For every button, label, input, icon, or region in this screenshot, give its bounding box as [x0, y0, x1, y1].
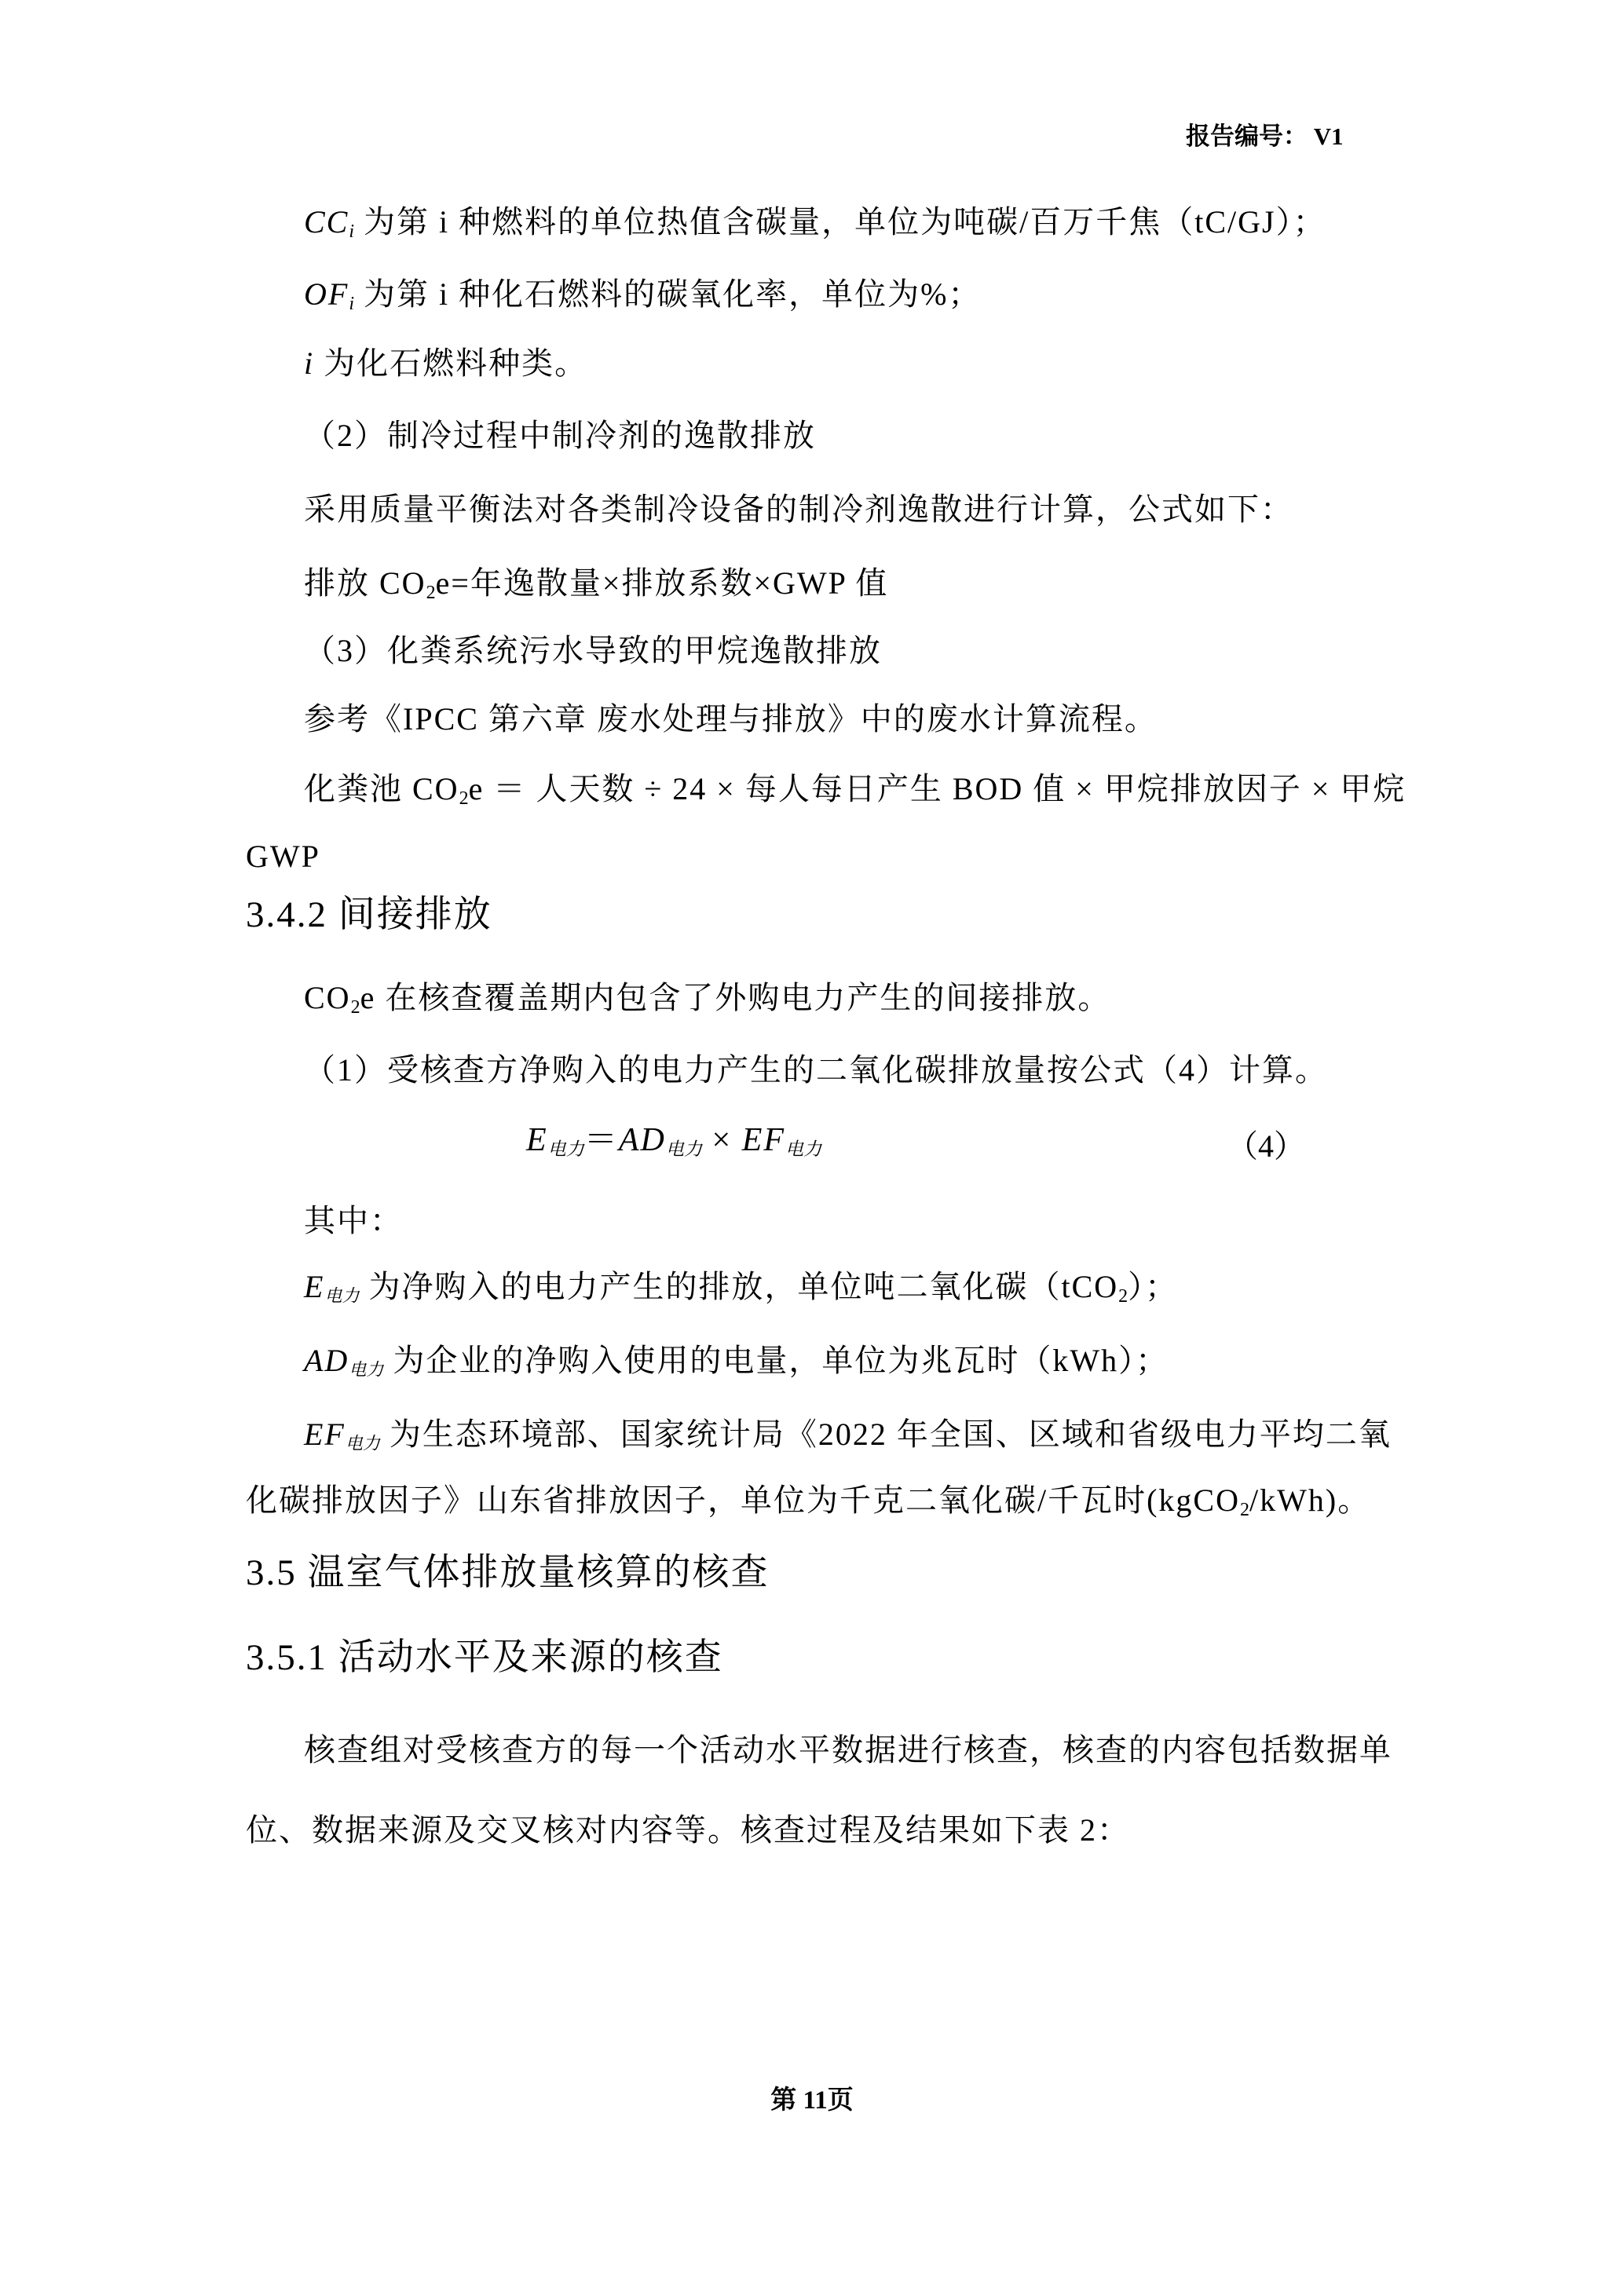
body-line-i [304, 345, 587, 382]
equals-sign: ＝ [583, 1122, 619, 1158]
variable-e: E [526, 1122, 548, 1158]
variable-ef: EF [741, 1122, 786, 1158]
subscript-dianli: 电力 [324, 1285, 360, 1306]
variable-cc: CC [304, 204, 349, 239]
subscript-dianli: 电力 [345, 1433, 380, 1453]
variable-ad: AD [618, 1122, 666, 1158]
section-heading-3-4-2: 3.4.2 间接排放 [246, 894, 492, 935]
formula-text: e=年逸散量×排放系数×GWP 值 [435, 565, 889, 601]
body-line-co2e [304, 980, 1110, 1016]
subscript-dianli: 电力 [665, 1138, 703, 1159]
formula-text: e ＝ 人天数 ÷ 24 × 每人每日产生 BOD 值 × 甲烷排放因子 × 甲烷 [468, 771, 1406, 806]
body-line-ipcc: 参考《IPCC 第六章 废水处理与排放》中的废水计算流程。 [304, 701, 1158, 737]
times-sign: × [702, 1122, 742, 1158]
body-text: 为化石燃料种类。 [314, 345, 588, 381]
body-text: 为第 i 种燃料的单位热值含碳量，单位为吨碳/百万千焦（tC/GJ）； [354, 204, 1326, 239]
subscript-2: 2 [459, 788, 469, 809]
body-text: 为第 i 种化石燃料的碳氧化率，单位为%； [354, 276, 982, 312]
formula-text: 排放 CO [304, 565, 426, 601]
page-number: 第 11页 [770, 2086, 854, 2115]
body-text: ）； [1128, 1269, 1179, 1304]
equation-number: （4） [1227, 1128, 1305, 1164]
subscript-2: 2 [1240, 1500, 1249, 1520]
subscript-i: i [349, 294, 354, 314]
formula-text: 化粪池 CO [304, 771, 459, 806]
body-line-method: 采用质量平衡法对各类制冷设备的制冷剂逸散进行计算，公式如下： [304, 492, 1293, 527]
subscript-i: i [349, 221, 355, 242]
section-heading-3-5-1: 3.5.1 活动水平及来源的核查 [246, 1637, 723, 1678]
body-line-septic-formula-cont: GWP [246, 839, 320, 874]
body-text: CO [304, 980, 351, 1015]
variable-ad: AD [304, 1343, 349, 1378]
body-text: /kWh)。 [1249, 1483, 1371, 1518]
body-line-septic-formula [304, 771, 1406, 807]
variable-ef: EF [304, 1417, 346, 1452]
body-text: e 在核查覆盖期内包含了外购电力产生的间接排放。 [360, 980, 1111, 1015]
subscript-dianli: 电力 [547, 1138, 584, 1159]
body-line-item2: （2）制冷过程中制冷剂的逸散排放 [304, 418, 816, 453]
section-heading-3-5: 3.5 温室气体排放量核算的核查 [246, 1552, 770, 1593]
body-line-item3: （3）化粪系统污水导致的甲烷逸散排放 [304, 633, 882, 668]
report-number [1186, 116, 1344, 152]
body-line-cc [304, 204, 1326, 240]
body-line-verify-1: 核查组对受核查方的每一个活动水平数据进行核查，核查的内容包括数据单 [304, 1732, 1392, 1768]
body-line-refrigerant-formula [304, 565, 888, 601]
body-line-of [304, 276, 981, 313]
report-number-label: 报告编号： [1186, 122, 1308, 150]
subscript-dianli: 电力 [785, 1138, 822, 1159]
variable-of: OF [304, 276, 349, 312]
report-number-value: V1 [1313, 122, 1344, 150]
body-text: 为净购入的电力产生的排放，单位吨二氧化碳（tCO [359, 1269, 1119, 1304]
body-line-ef-def [304, 1417, 1392, 1453]
variable-e: E [304, 1269, 325, 1304]
body-line-item1: （1）受核查方净购入的电力产生的二氧化碳排放量按公式（4）计算。 [304, 1052, 1328, 1088]
subscript-2: 2 [426, 583, 436, 603]
body-line-verify-2: 位、数据来源及交叉核对内容等。核查过程及结果如下表 2： [246, 1812, 1130, 1848]
body-text: 化碳排放因子》山东省排放因子，单位为千克二氧化碳/千瓦时(kgCO [246, 1483, 1240, 1518]
body-line-ad-def [304, 1343, 1169, 1379]
subscript-2: 2 [350, 997, 360, 1018]
body-text: 为生态环境部、国家统计局《2022 年全国、区域和省级电力平均二氧 [379, 1417, 1392, 1452]
body-line-qizhong: 其中： [304, 1203, 403, 1238]
body-line-ef-def-cont [246, 1483, 1370, 1519]
equation-4 [526, 1121, 821, 1159]
body-text: 为企业的净购入使用的电量，单位为兆瓦时（kWh）； [383, 1343, 1169, 1378]
body-line-e-def [304, 1269, 1178, 1305]
subscript-2: 2 [1118, 1286, 1128, 1307]
subscript-dianli: 电力 [349, 1359, 384, 1380]
variable-i: i [304, 345, 315, 381]
